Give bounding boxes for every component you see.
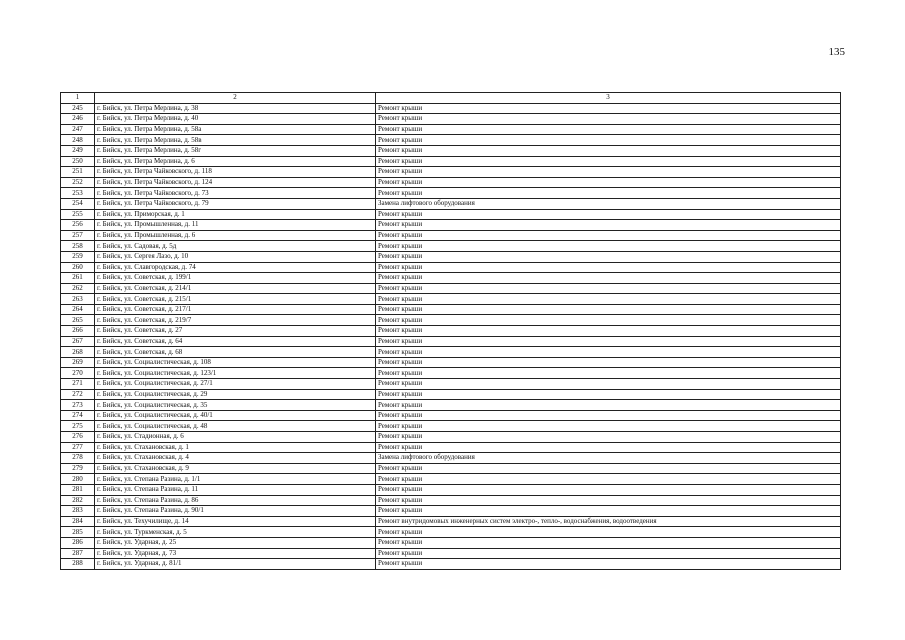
- address-cell: г. Бийск, ул. Сергея Лазо, д. 10: [95, 251, 376, 262]
- table-row: [61, 188, 841, 199]
- work-type-cell: Ремонт крыши: [376, 135, 841, 146]
- table-row: [61, 516, 841, 527]
- row-number-cell: 248: [61, 135, 95, 146]
- work-type-cell: Ремонт крыши: [376, 230, 841, 241]
- row-number-cell: 287: [61, 548, 95, 559]
- table-row: [61, 400, 841, 411]
- table-row: [61, 432, 841, 443]
- address-cell: г. Бийск, ул. Социалистическая, д. 35: [95, 400, 376, 411]
- work-type-cell: Ремонт крыши: [376, 336, 841, 347]
- work-type-cell: Ремонт крыши: [376, 400, 841, 411]
- table-row: [61, 336, 841, 347]
- work-type-cell: Ремонт крыши: [376, 495, 841, 506]
- document-table: [60, 92, 841, 570]
- table-row: [61, 495, 841, 506]
- work-type-cell: Ремонт крыши: [376, 156, 841, 167]
- column-header-number: 1: [61, 93, 95, 104]
- address-cell: г. Бийск, ул. Петра Мерлина, д. 58а: [95, 124, 376, 135]
- work-type-cell: Ремонт крыши: [376, 145, 841, 156]
- address-cell: г. Бийск, ул. Петра Мерлина, д. 38: [95, 103, 376, 114]
- table-row: [61, 379, 841, 390]
- work-type-cell: Ремонт крыши: [376, 167, 841, 178]
- table-row: [61, 124, 841, 135]
- table-row: [61, 262, 841, 273]
- row-number-cell: 259: [61, 251, 95, 262]
- column-header-address: 2: [95, 93, 376, 104]
- row-number-cell: 279: [61, 463, 95, 474]
- work-type-cell: Ремонт крыши: [376, 559, 841, 570]
- work-type-cell: Ремонт крыши: [376, 484, 841, 495]
- row-number-cell: 253: [61, 188, 95, 199]
- row-number-cell: 257: [61, 230, 95, 241]
- table-row: [61, 283, 841, 294]
- work-type-cell: Ремонт крыши: [376, 347, 841, 358]
- table-row: [61, 527, 841, 538]
- table-row: [61, 389, 841, 400]
- work-type-cell: Ремонт крыши: [376, 506, 841, 517]
- work-type-cell: Ремонт крыши: [376, 273, 841, 284]
- address-cell: г. Бийск, ул. Ударная, д. 81/1: [95, 559, 376, 570]
- address-cell: г. Бийск, ул. Социалистическая, д. 108: [95, 357, 376, 368]
- row-number-cell: 255: [61, 209, 95, 220]
- work-type-cell: Ремонт крыши: [376, 251, 841, 262]
- table-row: [61, 294, 841, 305]
- work-type-cell: Ремонт крыши: [376, 410, 841, 421]
- row-number-cell: 265: [61, 315, 95, 326]
- row-number-cell: 278: [61, 453, 95, 464]
- row-number-cell: 260: [61, 262, 95, 273]
- table-row: [61, 103, 841, 114]
- address-cell: г. Бийск, ул. Техучилище, д. 14: [95, 516, 376, 527]
- table-row: [61, 548, 841, 559]
- row-number-cell: 282: [61, 495, 95, 506]
- column-header-work-type: 3: [376, 93, 841, 104]
- table-row: [61, 167, 841, 178]
- address-cell: г. Бийск, ул. Степана Разина, д. 1/1: [95, 474, 376, 485]
- row-number-cell: 263: [61, 294, 95, 305]
- address-cell: г. Бийск, ул. Стахановская, д. 4: [95, 453, 376, 464]
- row-number-cell: 270: [61, 368, 95, 379]
- row-number-cell: 280: [61, 474, 95, 485]
- row-number-cell: 245: [61, 103, 95, 114]
- address-cell: г. Бийск, ул. Петра Чайковского, д. 73: [95, 188, 376, 199]
- table-row: [61, 442, 841, 453]
- row-number-cell: 256: [61, 220, 95, 231]
- row-number-cell: 249: [61, 145, 95, 156]
- row-number-cell: 283: [61, 506, 95, 517]
- work-type-cell: Ремонт крыши: [376, 527, 841, 538]
- address-cell: г. Бийск, ул. Степана Разина, д. 86: [95, 495, 376, 506]
- row-number-cell: 284: [61, 516, 95, 527]
- address-cell: г. Бийск, ул. Петра Чайковского, д. 118: [95, 167, 376, 178]
- address-cell: г. Бийск, ул. Степана Разина, д. 90/1: [95, 506, 376, 517]
- row-number-cell: 276: [61, 432, 95, 443]
- work-type-cell: Ремонт крыши: [376, 442, 841, 453]
- address-cell: г. Бийск, ул. Туркменская, д. 5: [95, 527, 376, 538]
- row-number-cell: 273: [61, 400, 95, 411]
- table-row: [61, 220, 841, 231]
- table-row: [61, 421, 841, 432]
- page-number: 135: [828, 46, 845, 58]
- row-number-cell: 267: [61, 336, 95, 347]
- work-type-cell: Ремонт крыши: [376, 537, 841, 548]
- address-cell: г. Бийск, ул. Промышленная, д. 6: [95, 230, 376, 241]
- work-type-cell: Ремонт крыши: [376, 432, 841, 443]
- address-cell: г. Бийск, ул. Социалистическая, д. 48: [95, 421, 376, 432]
- table-row: [61, 368, 841, 379]
- address-cell: г. Бийск, ул. Ударная, д. 73: [95, 548, 376, 559]
- row-number-cell: 272: [61, 389, 95, 400]
- table-row: [61, 506, 841, 517]
- address-cell: г. Бийск, ул. Социалистическая, д. 29: [95, 389, 376, 400]
- address-cell: г. Бийск, ул. Социалистическая, д. 123/1: [95, 368, 376, 379]
- row-number-cell: 288: [61, 559, 95, 570]
- work-type-cell: Ремонт крыши: [376, 177, 841, 188]
- row-number-cell: 274: [61, 410, 95, 421]
- address-cell: г. Бийск, ул. Петра Чайковского, д. 79: [95, 198, 376, 209]
- table-row: [61, 209, 841, 220]
- address-cell: г. Бийск, ул. Советская, д. 199/1: [95, 273, 376, 284]
- table-row: [61, 347, 841, 358]
- work-type-cell: Ремонт крыши: [376, 421, 841, 432]
- work-type-cell: Ремонт крыши: [376, 283, 841, 294]
- table-row: [61, 453, 841, 464]
- work-type-cell: Ремонт крыши: [376, 379, 841, 390]
- address-cell: г. Бийск, ул. Славгородская, д. 74: [95, 262, 376, 273]
- work-type-cell: Ремонт крыши: [376, 209, 841, 220]
- address-cell: г. Бийск, ул. Степана Разина, д. 11: [95, 484, 376, 495]
- address-cell: г. Бийск, ул. Советская, д. 219/7: [95, 315, 376, 326]
- table-header-row: [61, 93, 841, 104]
- row-number-cell: 252: [61, 177, 95, 188]
- row-number-cell: 277: [61, 442, 95, 453]
- table-row: [61, 177, 841, 188]
- table-row: [61, 559, 841, 570]
- table-row: [61, 273, 841, 284]
- address-cell: г. Бийск, ул. Ударная, д. 25: [95, 537, 376, 548]
- address-cell: г. Бийск, ул. Советская, д. 27: [95, 326, 376, 337]
- address-cell: г. Бийск, ул. Советская, д. 217/1: [95, 304, 376, 315]
- work-type-cell: Ремонт крыши: [376, 220, 841, 231]
- row-number-cell: 266: [61, 326, 95, 337]
- work-type-cell: Замена лифтового оборудования: [376, 198, 841, 209]
- row-number-cell: 246: [61, 114, 95, 125]
- table-row: [61, 326, 841, 337]
- work-type-cell: Ремонт крыши: [376, 114, 841, 125]
- work-type-cell: Ремонт крыши: [376, 389, 841, 400]
- table-row: [61, 198, 841, 209]
- row-number-cell: 251: [61, 167, 95, 178]
- row-number-cell: 271: [61, 379, 95, 390]
- address-cell: г. Бийск, ул. Социалистическая, д. 27/1: [95, 379, 376, 390]
- address-cell: г. Бийск, ул. Социалистическая, д. 40/1: [95, 410, 376, 421]
- row-number-cell: 268: [61, 347, 95, 358]
- table-row: [61, 135, 841, 146]
- work-type-cell: Ремонт крыши: [376, 463, 841, 474]
- row-number-cell: 262: [61, 283, 95, 294]
- address-cell: г. Бийск, ул. Петра Мерлина, д. 58в: [95, 135, 376, 146]
- address-cell: г. Бийск, ул. Приморская, д. 1: [95, 209, 376, 220]
- table-row: [61, 357, 841, 368]
- work-type-cell: Замена лифтового оборудования: [376, 453, 841, 464]
- address-cell: г. Бийск, ул. Стахановская, д. 9: [95, 463, 376, 474]
- row-number-cell: 275: [61, 421, 95, 432]
- row-number-cell: 250: [61, 156, 95, 167]
- work-type-cell: Ремонт крыши: [376, 548, 841, 559]
- table-row: [61, 410, 841, 421]
- row-number-cell: 254: [61, 198, 95, 209]
- table-row: [61, 463, 841, 474]
- row-number-cell: 281: [61, 484, 95, 495]
- row-number-cell: 286: [61, 537, 95, 548]
- row-number-cell: 261: [61, 273, 95, 284]
- address-cell: г. Бийск, ул. Стадионная, д. 6: [95, 432, 376, 443]
- address-cell: г. Бийск, ул. Стахановская, д. 1: [95, 442, 376, 453]
- address-cell: г. Бийск, ул. Садовая, д. 5д: [95, 241, 376, 252]
- work-type-cell: Ремонт крыши: [376, 326, 841, 337]
- table-row: [61, 537, 841, 548]
- row-number-cell: 269: [61, 357, 95, 368]
- address-cell: г. Бийск, ул. Петра Мерлина, д. 6: [95, 156, 376, 167]
- address-cell: г. Бийск, ул. Советская, д. 64: [95, 336, 376, 347]
- work-type-cell: Ремонт крыши: [376, 304, 841, 315]
- work-type-cell: Ремонт крыши: [376, 315, 841, 326]
- row-number-cell: 264: [61, 304, 95, 315]
- row-number-cell: 247: [61, 124, 95, 135]
- table-row: [61, 315, 841, 326]
- table-row: [61, 114, 841, 125]
- address-cell: г. Бийск, ул. Советская, д. 68: [95, 347, 376, 358]
- address-cell: г. Бийск, ул. Петра Мерлина, д. 58г: [95, 145, 376, 156]
- address-cell: г. Бийск, ул. Советская, д. 215/1: [95, 294, 376, 305]
- address-cell: г. Бийск, ул. Петра Чайковского, д. 124: [95, 177, 376, 188]
- row-number-cell: 258: [61, 241, 95, 252]
- address-cell: г. Бийск, ул. Промышленная, д. 11: [95, 220, 376, 231]
- work-type-cell: Ремонт крыши: [376, 262, 841, 273]
- table-row: [61, 156, 841, 167]
- row-number-cell: 285: [61, 527, 95, 538]
- table-row: [61, 230, 841, 241]
- work-type-cell: Ремонт крыши: [376, 368, 841, 379]
- work-type-cell: Ремонт крыши: [376, 357, 841, 368]
- work-type-cell: Ремонт крыши: [376, 124, 841, 135]
- table-row: [61, 145, 841, 156]
- table-row: [61, 251, 841, 262]
- table-row: [61, 304, 841, 315]
- table-row: [61, 241, 841, 252]
- work-type-cell: Ремонт крыши: [376, 474, 841, 485]
- table-body: [61, 103, 841, 569]
- address-cell: г. Бийск, ул. Петра Мерлина, д. 40: [95, 114, 376, 125]
- work-type-cell: Ремонт крыши: [376, 294, 841, 305]
- work-type-cell: Ремонт крыши: [376, 188, 841, 199]
- table-row: [61, 474, 841, 485]
- work-type-cell: Ремонт крыши: [376, 103, 841, 114]
- address-cell: г. Бийск, ул. Советская, д. 214/1: [95, 283, 376, 294]
- table-row: [61, 484, 841, 495]
- work-type-cell: Ремонт внутридомовых инженерных систем электро-, тепло-, водоснабжения, водоотведения: [376, 516, 841, 527]
- work-type-cell: Ремонт крыши: [376, 241, 841, 252]
